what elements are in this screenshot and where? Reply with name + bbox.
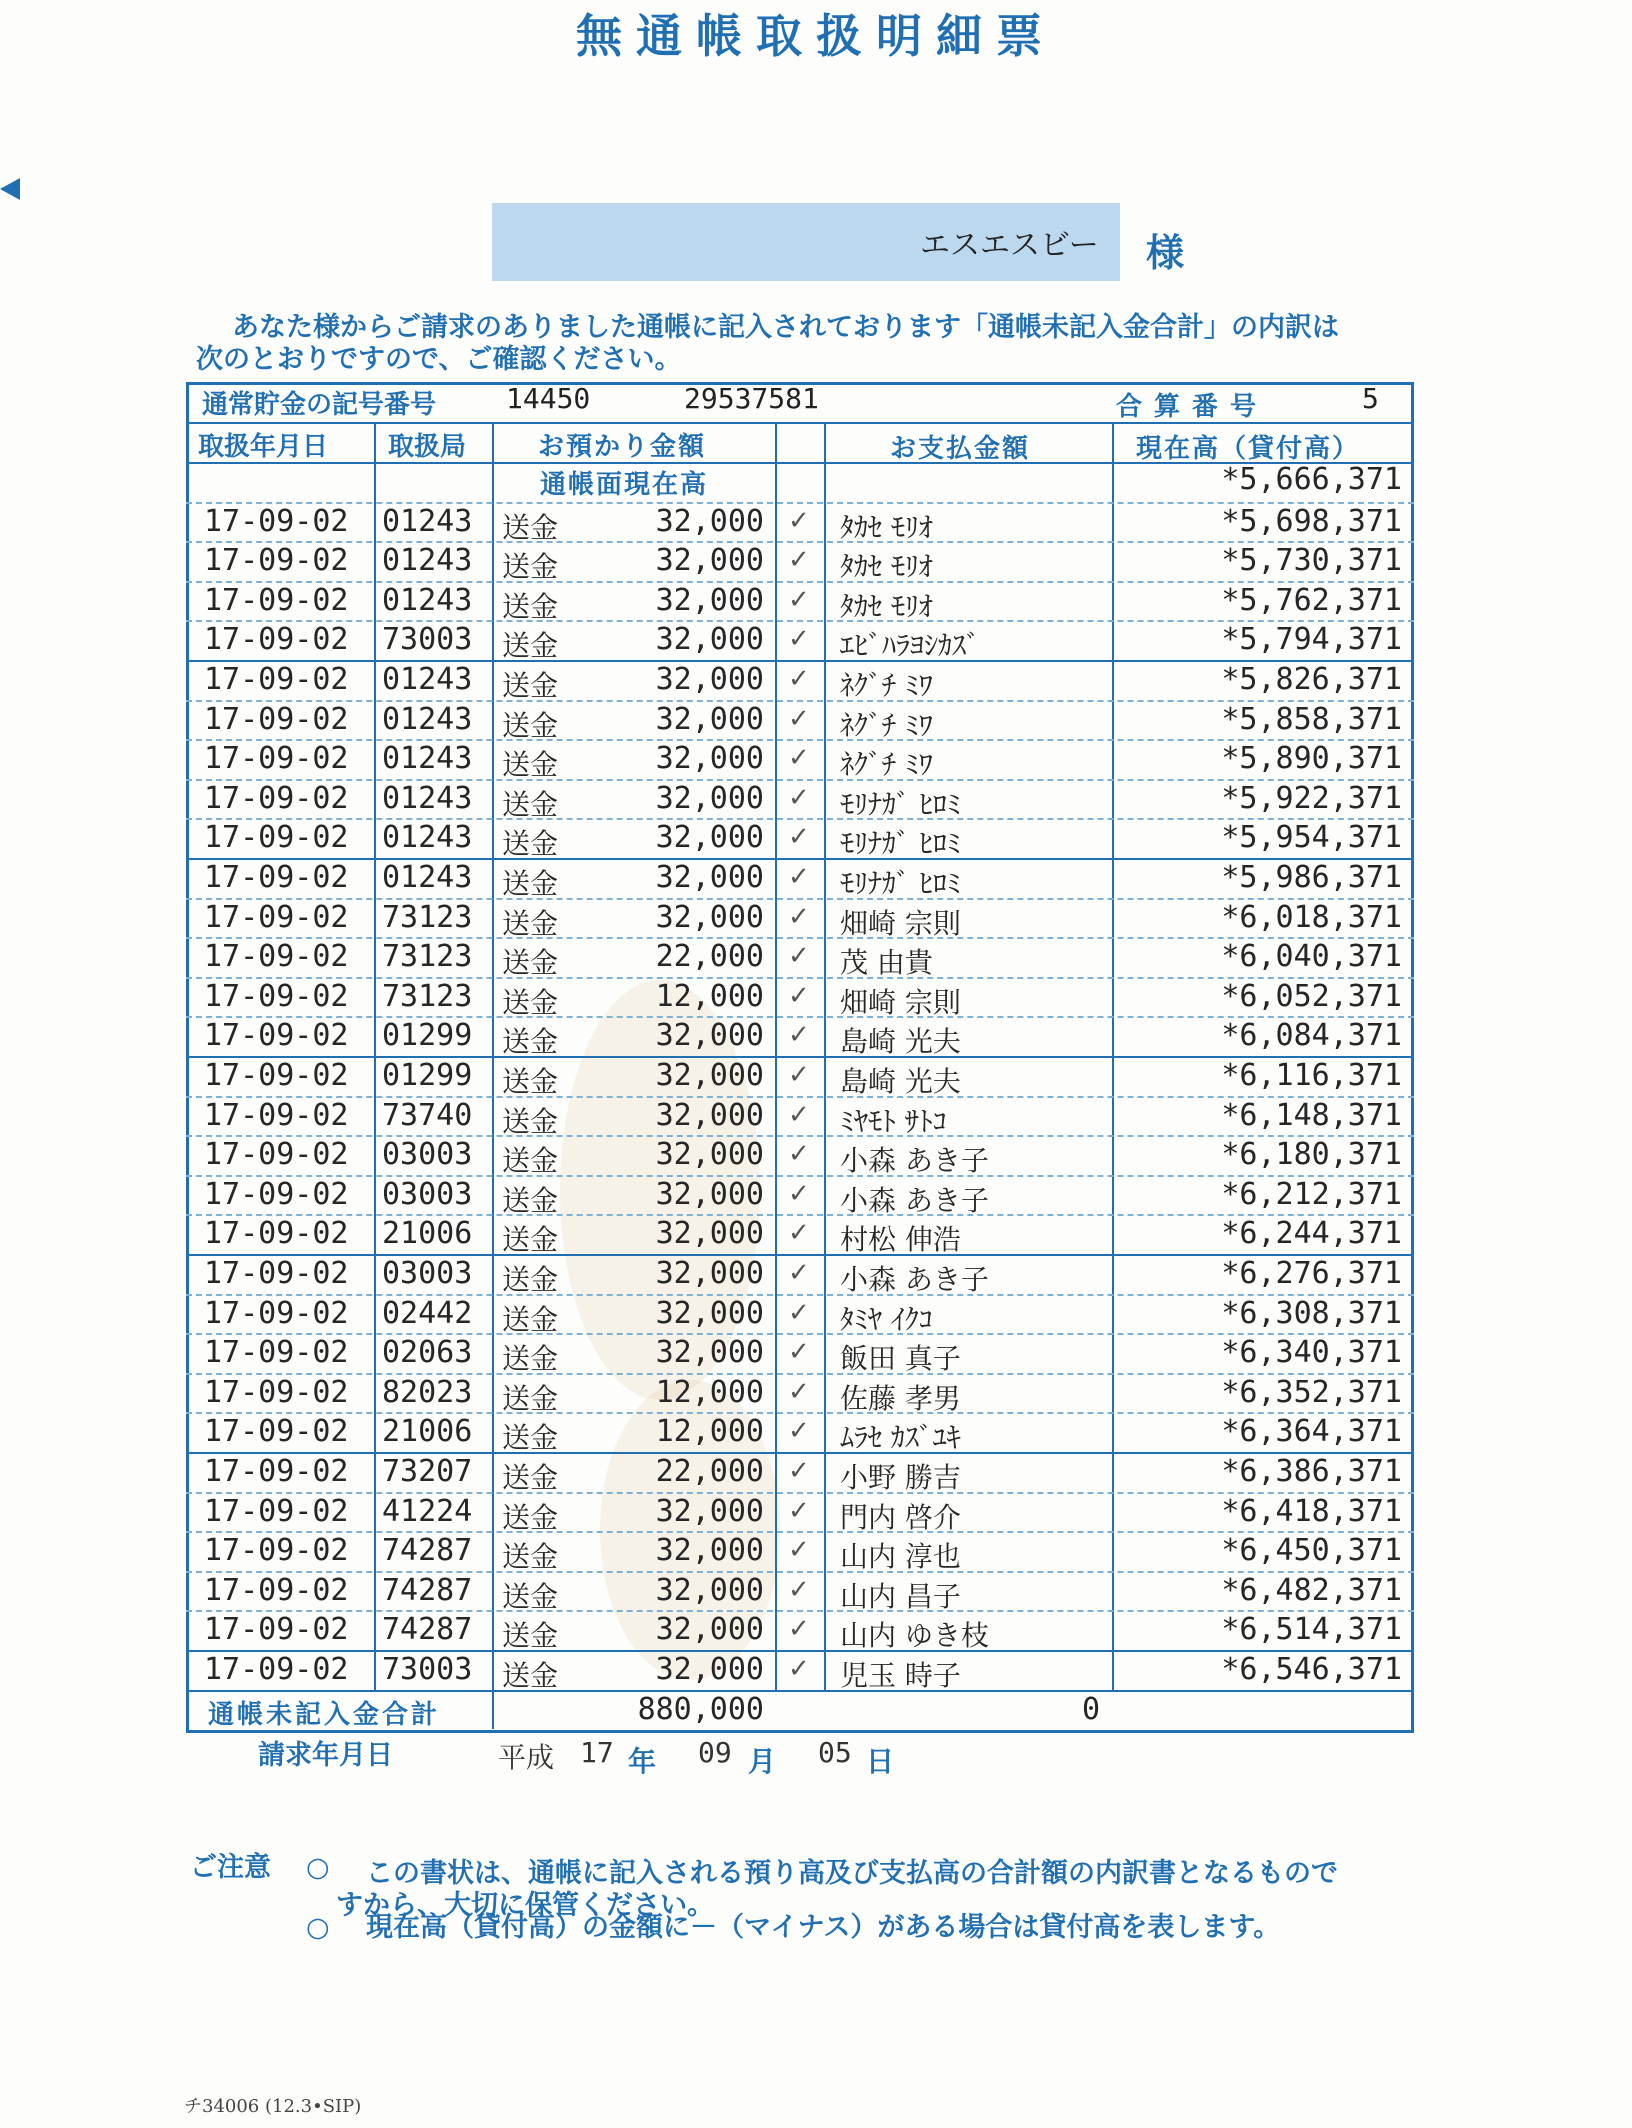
row-amount: 32,000 (655, 820, 764, 856)
row-balance: *6,352,371 (1221, 1374, 1402, 1410)
row-balance: *5,730,371 (1221, 543, 1402, 579)
row-type: 送金 (502, 985, 559, 1019)
row-date: 17-09-02 (204, 1612, 349, 1648)
request-day: 05 (818, 1736, 852, 1769)
check-mark-icon: ✓ (788, 1535, 810, 1566)
check-mark-icon: ✓ (788, 980, 810, 1011)
totals-deposit: 880,000 (637, 1691, 764, 1727)
row-date: 17-09-02 (204, 622, 349, 658)
row-amount: 32,000 (655, 1493, 764, 1529)
row-amount: 32,000 (655, 899, 764, 935)
row-type: 送金 (502, 708, 559, 742)
row-amount: 32,000 (655, 1137, 764, 1173)
row-date: 17-09-02 (204, 701, 349, 737)
account-label: 通常貯金の記号番号 (202, 390, 437, 420)
request-month-unit: 月 (748, 1745, 777, 1778)
check-mark-icon: ✓ (788, 1495, 810, 1526)
row-date: 17-09-02 (204, 662, 349, 697)
header-office: 取扱局 (388, 432, 467, 462)
row-divider (186, 1690, 1414, 1692)
row-date: 17-09-02 (204, 1493, 349, 1529)
row-amount: 32,000 (655, 1216, 764, 1252)
check-mark-icon: ✓ (788, 1337, 810, 1368)
check-mark-icon: ✓ (788, 1654, 810, 1684)
check-mark-icon: ✓ (788, 1218, 810, 1249)
row-type: 送金 (502, 827, 559, 861)
row-payee: 佐藤 孝男 (840, 1381, 961, 1415)
row-payee: 山内 淳也 (840, 1540, 961, 1574)
row-date: 17-09-02 (204, 1454, 349, 1489)
row-type: 送金 (502, 1461, 559, 1494)
row-type: 送金 (502, 1540, 559, 1574)
row-amount: 32,000 (655, 1295, 764, 1331)
row-amount: 32,000 (655, 582, 764, 618)
row-balance: *6,244,371 (1221, 1216, 1402, 1252)
row-type: 送金 (502, 1381, 559, 1415)
row-office: 74287 (382, 1612, 473, 1648)
row-amount: 32,000 (655, 1058, 764, 1093)
customer-name: エスエスビー (920, 228, 1099, 263)
account-symbol: 14450 (506, 382, 591, 415)
row-balance: *5,794,371 (1221, 622, 1402, 658)
row-payee: ﾈｸﾞﾁ ﾐﾜ (840, 708, 933, 742)
row-office: 01299 (382, 1058, 473, 1093)
row-date: 17-09-02 (204, 860, 349, 895)
row-type: 送金 (502, 787, 559, 821)
row-balance: *5,890,371 (1221, 741, 1402, 777)
row-date: 17-09-02 (204, 582, 349, 618)
row-type: 送金 (502, 589, 559, 623)
row-date: 17-09-02 (204, 1216, 349, 1252)
row-office: 01243 (382, 503, 473, 539)
request-date-label: 請求年月日 (258, 1740, 393, 1771)
row-payee: ﾑﾗｾ ｶｽﾞﾕｷ (840, 1421, 961, 1455)
row-balance: *6,364,371 (1221, 1414, 1402, 1450)
row-office: 02442 (382, 1295, 473, 1331)
row-type: 送金 (502, 1619, 559, 1653)
row-payee: 畑崎 宗則 (840, 985, 961, 1019)
check-mark-icon: ✓ (788, 1456, 810, 1486)
honorific: 様 (1146, 231, 1185, 275)
check-mark-icon: ✓ (788, 1376, 810, 1407)
form-code: チ34006 (12.3•SIP) (184, 2096, 362, 2117)
row-payee: 門内 啓介 (840, 1500, 961, 1534)
row-payee: 島崎 光夫 (840, 1025, 961, 1059)
row-balance: *6,212,371 (1221, 1176, 1402, 1212)
row-office: 73123 (382, 978, 473, 1014)
row-office: 01243 (382, 543, 473, 579)
check-mark-icon: ✓ (788, 545, 810, 576)
col-divider (492, 1690, 494, 1730)
row-balance: *6,148,371 (1221, 1097, 1402, 1133)
check-mark-icon: ✓ (788, 1139, 810, 1170)
row-date: 17-09-02 (204, 939, 349, 975)
request-day-unit: 日 (866, 1745, 895, 1778)
check-mark-icon: ✓ (788, 664, 810, 694)
check-mark-icon: ✓ (788, 1574, 810, 1605)
row-payee: 山内 ゆき枝 (840, 1619, 989, 1653)
request-year: 17 (580, 1736, 614, 1769)
row-balance: *5,826,371 (1221, 662, 1402, 697)
request-year-unit: 年 (628, 1745, 657, 1778)
row-payee: ﾀｶｾ ﾓﾘｵ (840, 589, 933, 623)
notice-item-2: 現在高（貸付高）の金額に－（マイナス）がある場合は貸付高を表します。 (366, 1912, 1281, 1943)
check-mark-icon: ✓ (788, 505, 810, 536)
check-mark-icon: ✓ (788, 822, 810, 853)
row-payee: 山内 昌子 (840, 1579, 961, 1613)
row-type: 送金 (502, 1421, 559, 1455)
notice-label: ご注意 (190, 1852, 271, 1883)
row-amount: 32,000 (655, 1612, 764, 1648)
row-office: 01243 (382, 820, 473, 856)
check-mark-icon: ✓ (788, 1099, 810, 1130)
row-date: 17-09-02 (204, 503, 349, 539)
row-amount: 32,000 (655, 543, 764, 579)
intro-text (196, 312, 1456, 376)
row-balance: *6,450,371 (1221, 1533, 1402, 1569)
row-balance: *6,308,371 (1221, 1295, 1402, 1331)
row-payee: 島崎 光夫 (840, 1065, 961, 1098)
row-payee: 畑崎 宗則 (840, 906, 961, 940)
row-payee: ﾐﾔﾓﾄ ｻﾄｺ (840, 1104, 947, 1138)
row-date: 17-09-02 (204, 1058, 349, 1093)
row-office: 73003 (382, 622, 473, 658)
row-payee: ﾀｶｾ ﾓﾘｵ (840, 550, 933, 584)
row-balance: *6,276,371 (1221, 1256, 1402, 1291)
row-type: 送金 (502, 1342, 559, 1376)
row-amount: 32,000 (655, 622, 764, 658)
row-balance: *5,858,371 (1221, 701, 1402, 737)
row-amount: 32,000 (655, 780, 764, 816)
row-payee: ﾈｸﾞﾁ ﾐﾜ (840, 669, 933, 702)
row-office: 03003 (382, 1137, 473, 1173)
opening-label: 通帳面現在高 (540, 470, 709, 500)
row-payee: 小森 あき子 (840, 1183, 989, 1217)
row-type: 送金 (502, 510, 559, 544)
header-payment: お支払金額 (890, 434, 1031, 464)
row-balance: *5,762,371 (1221, 582, 1402, 618)
check-mark-icon: ✓ (788, 624, 810, 655)
row-type: 送金 (502, 1579, 559, 1613)
row-office: 01243 (382, 860, 473, 895)
row-balance: *6,052,371 (1221, 978, 1402, 1014)
row-type: 送金 (502, 1659, 559, 1692)
row-office: 03003 (382, 1256, 473, 1291)
row-type: 送金 (502, 1263, 559, 1296)
row-amount: 32,000 (655, 1572, 764, 1608)
row-type: 送金 (502, 550, 559, 584)
row-balance: *5,698,371 (1221, 503, 1402, 539)
row-date: 17-09-02 (204, 978, 349, 1014)
request-era: 平成 (498, 1741, 555, 1774)
row-office: 82023 (382, 1374, 473, 1410)
row-type: 送金 (502, 946, 559, 980)
row-balance: *6,386,371 (1221, 1454, 1402, 1489)
header-deposit: お預かり金額 (538, 432, 707, 462)
row-amount: 32,000 (655, 1097, 764, 1133)
row-office: 74287 (382, 1572, 473, 1608)
row-amount: 32,000 (655, 1335, 764, 1371)
row-date: 17-09-02 (204, 1572, 349, 1608)
row-amount: 32,000 (655, 1533, 764, 1569)
notice-bullet-1: ○ (306, 1852, 330, 1883)
row-balance: *6,040,371 (1221, 939, 1402, 975)
row-office: 03003 (382, 1176, 473, 1212)
row-payee: ﾓﾘﾅｶﾞ ﾋﾛﾐ (840, 787, 961, 821)
row-office: 73207 (382, 1454, 473, 1489)
row-office: 21006 (382, 1216, 473, 1252)
row-amount: 12,000 (655, 978, 764, 1014)
row-date: 17-09-02 (204, 780, 349, 816)
row-payee: 飯田 真子 (840, 1342, 961, 1376)
row-office: 73740 (382, 1097, 473, 1133)
check-mark-icon: ✓ (788, 1020, 810, 1051)
row-balance: *6,340,371 (1221, 1335, 1402, 1371)
row-payee: ﾀﾐﾔ ｲｸｺ (840, 1302, 933, 1336)
row-type: 送金 (502, 1302, 559, 1336)
row-type: 送金 (502, 906, 559, 940)
totals-label: 通帳未記入金合計 (208, 1699, 441, 1730)
check-mark-icon: ✓ (788, 862, 810, 892)
row-type: 送金 (502, 629, 559, 663)
row-type: 送金 (502, 867, 559, 900)
request-month: 09 (698, 1736, 732, 1769)
check-mark-icon: ✓ (788, 1178, 810, 1209)
row-date: 17-09-02 (204, 1295, 349, 1331)
row-payee: ﾓﾘﾅｶﾞ ﾋﾛﾐ (840, 827, 961, 861)
row-balance: *5,986,371 (1221, 860, 1402, 895)
row-office: 41224 (382, 1493, 473, 1529)
row-date: 17-09-02 (204, 1097, 349, 1133)
row-payee: ﾈｸﾞﾁ ﾐﾜ (840, 748, 933, 782)
check-mark-icon: ✓ (788, 584, 810, 615)
row-amount: 22,000 (655, 1454, 764, 1489)
check-mark-icon: ✓ (788, 901, 810, 932)
row-amount: 22,000 (655, 939, 764, 975)
row-office: 73123 (382, 899, 473, 935)
row-payee: 小森 あき子 (840, 1263, 989, 1296)
row-type: 送金 (502, 669, 559, 702)
row-amount: 12,000 (655, 1374, 764, 1410)
row-date: 17-09-02 (204, 1335, 349, 1371)
row-amount: 32,000 (655, 860, 764, 895)
row-office: 73003 (382, 1652, 473, 1687)
row-date: 17-09-02 (204, 1176, 349, 1212)
check-mark-icon: ✓ (788, 1416, 810, 1447)
row-date: 17-09-02 (204, 741, 349, 777)
notice-item-1-line-2: すから、大切に保管ください。 (336, 1890, 714, 1921)
check-mark-icon: ✓ (788, 1258, 810, 1288)
row-type: 送金 (502, 1144, 559, 1178)
row-amount: 32,000 (655, 701, 764, 737)
row-type: 送金 (502, 1223, 559, 1257)
row-balance: *5,922,371 (1221, 780, 1402, 816)
check-mark-icon: ✓ (788, 1297, 810, 1328)
row-date: 17-09-02 (204, 1018, 349, 1054)
row-office: 74287 (382, 1533, 473, 1569)
row-type: 送金 (502, 1065, 559, 1098)
row-balance: *6,180,371 (1221, 1137, 1402, 1173)
row-office: 01299 (382, 1018, 473, 1054)
row-balance: *6,084,371 (1221, 1018, 1402, 1054)
row-payee: 村松 伸浩 (840, 1223, 961, 1257)
row-date: 17-09-02 (204, 1374, 349, 1410)
row-payee: ｴﾋﾞﾊﾗﾖｼｶｽﾞ (840, 629, 981, 663)
document-title: 無通帳取扱明細票 (576, 9, 1056, 63)
row-date: 17-09-02 (204, 1137, 349, 1173)
row-office: 01243 (382, 582, 473, 618)
row-amount: 32,000 (655, 1256, 764, 1291)
row-balance: *6,514,371 (1221, 1612, 1402, 1648)
row-office: 01243 (382, 701, 473, 737)
row-balance: *6,546,371 (1221, 1652, 1402, 1687)
row-balance: *6,418,371 (1221, 1493, 1402, 1529)
row-amount: 32,000 (655, 741, 764, 777)
notice-bullet-2: ○ (306, 1912, 330, 1943)
row-date: 17-09-02 (204, 1652, 349, 1687)
left-arrow-icon (0, 178, 20, 200)
row-amount: 32,000 (655, 1176, 764, 1212)
account-number: 29537581 (684, 382, 819, 415)
row-payee: ﾀｶｾ ﾓﾘｵ (840, 510, 933, 544)
check-mark-icon: ✓ (788, 703, 810, 734)
row-type: 送金 (502, 1500, 559, 1534)
totals-payment: 0 (1081, 1691, 1100, 1727)
intro-line-1: あなた様からご請求のありました通帳に記入されております「通帳未記入金合計」の内訳は (232, 312, 1339, 343)
row-amount: 32,000 (655, 1652, 764, 1687)
row-amount: 32,000 (655, 662, 764, 697)
check-mark-icon: ✓ (788, 1060, 810, 1090)
row-amount: 32,000 (655, 1018, 764, 1054)
row-date: 17-09-02 (204, 1256, 349, 1291)
combine-label: 合算番号 (1116, 392, 1269, 422)
notice-item-1-line-1: この書状は、通帳に記入される預り高及び支払高の合計額の内訳書となるもので (366, 1858, 1338, 1889)
row-office: 01243 (382, 741, 473, 777)
check-mark-icon: ✓ (788, 1614, 810, 1645)
row-payee: 小野 勝吉 (840, 1461, 961, 1494)
row-date: 17-09-02 (204, 1414, 349, 1450)
row-office: 01243 (382, 662, 473, 697)
row-office: 21006 (382, 1414, 473, 1450)
opening-balance: *5,666,371 (1221, 462, 1402, 497)
row-payee: ﾓﾘﾅｶﾞ ﾋﾛﾐ (840, 867, 961, 900)
row-date: 17-09-02 (204, 899, 349, 935)
row-amount: 12,000 (655, 1414, 764, 1450)
header-balance: 現在高（貸付高） (1136, 434, 1361, 464)
combine-value: 5 (1362, 382, 1379, 415)
row-type: 送金 (502, 748, 559, 782)
row-balance: *6,018,371 (1221, 899, 1402, 935)
check-mark-icon: ✓ (788, 743, 810, 774)
row-office: 01243 (382, 780, 473, 816)
row-date: 17-09-02 (204, 1533, 349, 1569)
row-type: 送金 (502, 1183, 559, 1217)
row-date: 17-09-02 (204, 543, 349, 579)
row-type: 送金 (502, 1025, 559, 1059)
row-balance: *6,116,371 (1221, 1058, 1402, 1093)
intro-line-2: 次のとおりですので、ご確認ください。 (196, 344, 682, 375)
row-office: 02063 (382, 1335, 473, 1371)
check-mark-icon: ✓ (788, 941, 810, 972)
row-balance: *6,482,371 (1221, 1572, 1402, 1608)
header-date: 取扱年月日 (198, 432, 329, 462)
row-date: 17-09-02 (204, 820, 349, 856)
row-office: 73123 (382, 939, 473, 975)
check-mark-icon: ✓ (788, 782, 810, 813)
row-type: 送金 (502, 1104, 559, 1138)
row-balance: *5,954,371 (1221, 820, 1402, 856)
row-amount: 32,000 (655, 503, 764, 539)
row-payee: 児玉 時子 (840, 1659, 961, 1692)
row-payee: 茂 由貴 (840, 946, 933, 980)
row-payee: 小森 あき子 (840, 1144, 989, 1178)
